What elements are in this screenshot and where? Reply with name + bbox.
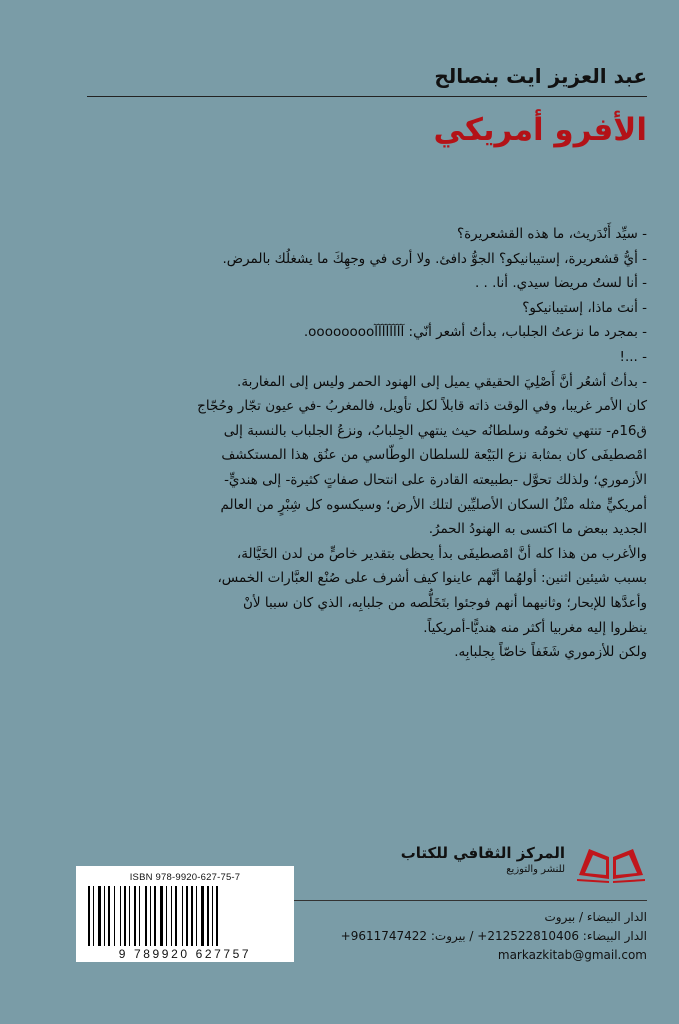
barcode-bar (212, 886, 213, 946)
barcode-bar (145, 886, 147, 946)
barcode-bar (141, 886, 144, 946)
barcode-bar (120, 886, 121, 946)
publisher-name: المركز الثقافي للكتاب (400, 843, 565, 862)
barcode-bar (152, 886, 153, 946)
barcode-bar (122, 886, 123, 946)
barcode-bar (104, 886, 105, 946)
barcode-bar (219, 886, 221, 946)
blurb-line: - بمجرد ما نزعتُ الجلباب، بدأتُ أشعر أنّي: آآآآآآآآoooooooo. (303, 324, 647, 341)
blurb-line: - أنتَ ماذا، إستيبانيكو؟ (522, 299, 647, 316)
barcode-bar (171, 886, 172, 946)
book-title: الأفرو أمريكي (433, 112, 647, 148)
blurb-line: - أيُّ قشعريرة، إستيبانيكو؟ الجوُّ دافئ. ولا أرى في وجهِكَ ما يشغلُك بالمرض. (222, 250, 647, 267)
barcode-bar (184, 886, 185, 946)
barcode-bar (88, 886, 90, 946)
barcode-bar (173, 886, 174, 946)
barcode-bar (93, 886, 94, 946)
barcode-bar (127, 886, 128, 946)
barcode-bar (166, 886, 167, 946)
barcode-bar (182, 886, 183, 946)
barcode-bar (186, 886, 188, 946)
barcode-bar (114, 886, 115, 946)
contact-divider (287, 900, 647, 901)
author-name: عبد العزيز ايت بنصالح (434, 64, 647, 88)
barcode-bar (148, 886, 149, 946)
blurb-line: ق16م- تنتهي تخومُه وسلطانُه حيث ينتهي الجِلبابُ، ونزعُ الجلباب بالنسبة إلى (223, 422, 647, 439)
barcode-bar (178, 886, 181, 946)
blurb-line: امْصطيفَى كان بمثابة نزع البَيْعة للسلطان الوطّاسي من عنُق هذا المستكشف (221, 447, 647, 464)
blurb-line: ولكن للأزموري شَغَفاً خاصّاً بِجلبابِه. (454, 644, 647, 661)
open-book-icon (575, 835, 647, 883)
blurb-line: والأغرب من هذا كله أنَّ امْصطيفَى بدأ يحظى بتقدير خاصٍّ من لدن الخَيَّالة، (236, 545, 647, 562)
barcode-bar (201, 886, 204, 946)
barcode-bar (191, 886, 193, 946)
barcode-bar (102, 886, 103, 946)
barcode-bar (106, 886, 107, 946)
barcode-bar (214, 886, 215, 946)
barcode-bar (175, 886, 177, 946)
blurb-line: كان الأمر غريبا، وفي الوقت ذاته قابلاً لكل تأويل، فالمغربُ -في عيون تجّار وحُجّاج (197, 398, 647, 415)
blurb-line: الأزموري؛ ولذلك تحوَّل -بطبيعته القادرة على انتحال صفاتٍ كثيرة- إلى هنديٍّ- (224, 471, 647, 488)
barcode-bar (160, 886, 163, 946)
barcode-bar (139, 886, 140, 946)
blurb-line: - ...! (619, 348, 647, 365)
barcode-bar (154, 886, 156, 946)
barcode-digits: 9 789920 627757 (118, 947, 252, 961)
publisher-block (401, 835, 647, 883)
barcode-bar (194, 886, 195, 946)
barcode-bar (111, 886, 113, 946)
barcode-bar (210, 886, 211, 946)
barcode-bar (124, 886, 126, 946)
blurb-line: ينظروا إليه مغربيا أكثر منه هنديًّا-أمريكياً. (423, 619, 647, 636)
barcode-bar (168, 886, 170, 946)
blurb-line: الجديد ببعض ما اكتسى به الهنودُ الحمرُ. (428, 521, 647, 538)
blurb-line: - أنا لستُ مريضا سيدي. أنا. . . (474, 275, 647, 292)
barcode-bar (95, 886, 97, 946)
publisher-contact (267, 908, 647, 965)
barcode-bar (189, 886, 190, 946)
barcode-bars (84, 886, 286, 946)
barcode-bar (134, 886, 136, 946)
isbn-number: ISBN 978-9920-627-75-7 (129, 872, 241, 883)
barcode-bar (116, 886, 119, 946)
blurb-line: بسبب شيئين اثنين: أولهُما أنَّهم عاينوا كيف أشرف على صُنْع العبَّارات الخمس، (217, 570, 647, 587)
author-divider (87, 96, 647, 97)
contact-phones: الدار البيضاء: 212522810406+ / بيروت: 9611747422+ (340, 929, 647, 943)
barcode-bar (129, 886, 130, 946)
barcode-bar (205, 886, 206, 946)
barcode-bar (108, 886, 110, 946)
barcode-bar (157, 886, 159, 946)
barcode-bar (164, 886, 165, 946)
barcode-bar (207, 886, 209, 946)
barcode-bar (98, 886, 101, 946)
barcode-bar (196, 886, 197, 946)
barcode-bar (131, 886, 133, 946)
contact-cities: الدار البيضاء / بيروت (544, 910, 647, 924)
blurb-text (67, 222, 647, 665)
blurb-line: - سيِّد أَنْدَريث، ما هذه القشعريرة؟ (456, 226, 647, 242)
barcode-bar (150, 886, 151, 946)
isbn-barcode (76, 866, 294, 962)
blurb-line: - بدأتُ أشعُر أنَّ أَصْلِيَ الحقيقي يميل إلى الهنود الحمر وليس إلى المغاربة. (237, 373, 647, 390)
barcode-bar (137, 886, 138, 946)
publisher-subtitle: للنشر والتوزيع (506, 863, 565, 875)
contact-email: markazkitab@gmail.com (497, 948, 647, 962)
blurb-line: أمريكيٍّ مثله مثْلُ السكان الأصليِّين لتلك الأرض؛ وسيكسوه كل شِبْرٍ من العالم (220, 496, 647, 513)
barcode-bar (198, 886, 200, 946)
publisher-text (401, 844, 565, 875)
barcode-bar (91, 886, 92, 946)
blurb-line: وأعدَّها للإبحار؛ وثانيهما أنهم فوجئوا بتَخَلُّصه من جلبابِه، الذي كان سببا لأنْ (242, 594, 647, 611)
barcode-bar (216, 886, 218, 946)
